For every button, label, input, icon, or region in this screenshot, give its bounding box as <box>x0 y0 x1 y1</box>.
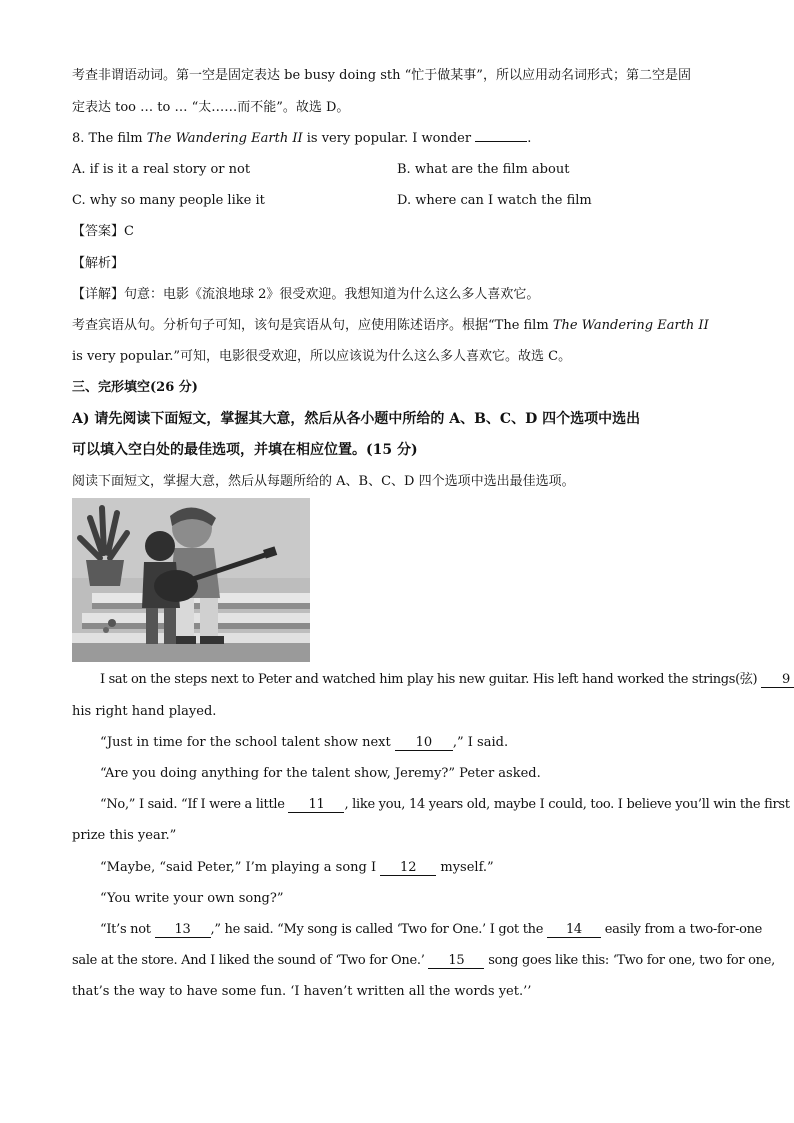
answer-value: C <box>124 224 134 239</box>
q8-mid: is very popular. I wonder <box>302 131 476 146</box>
detail-film-title: The Wandering Earth II <box>552 318 709 333</box>
passage-p4-line1 <box>100 796 790 814</box>
section-3-title: 三、完形填空(26 分) <box>72 380 198 395</box>
detail-meaning: 句意：电影《流浪地球 2》很受欢迎。我想知道为什么这么多人喜欢它。 <box>124 287 540 302</box>
p1-text-a: I sat on the steps next to Peter and watched him play his new guitar. His left hand worked the strings(弦) <box>100 672 761 687</box>
detail-label: 【详解】 <box>72 287 125 302</box>
q8-prefix: 8. The film <box>72 131 147 146</box>
question-8 <box>72 130 724 148</box>
p7-text-a: “It’s not <box>100 922 155 937</box>
boys-guitar-illustration <box>72 498 310 662</box>
blank-13: 13 <box>155 922 211 938</box>
passage-p1-line2: his right hand played. <box>72 704 217 719</box>
detail-line1 <box>72 286 724 304</box>
passage-p2 <box>100 734 752 752</box>
q8-option-d: D. where can I watch the film <box>397 193 592 208</box>
passage-p7-line3: that’s the way to have some fun. ‘I haven’t written all the words yet.’’ <box>72 984 532 999</box>
p4-text-a: “No,” I said. “If I were a little <box>100 797 289 812</box>
part-a-instruction-line1: A) 请先阅读下面短文，掌握其大意，然后从各小题中所给的 A、B、C、D 四个选项中选出 <box>72 411 641 427</box>
prev-explanation-line1: 考查非谓语动词。第一空是固定表达 be busy doing sth “忙于做某事”，所以应用动名词形式；第二空是固 <box>72 68 691 83</box>
p4-text-b: , like you, 14 years old, maybe I could, too. I believe you’ll win the first <box>344 797 790 812</box>
blank-14: 14 <box>547 922 601 938</box>
blank-9: 9 <box>761 672 794 688</box>
passage-p7-line1 <box>100 921 763 939</box>
passage-p7-line2 <box>72 952 775 970</box>
p7-text-e: song goes like this: ‘Two for one, two for one, <box>484 953 775 968</box>
p5-text-a: “Maybe, “said Peter,” I’m playing a song I <box>100 860 381 875</box>
passage-p4-line2: prize this year.” <box>72 828 177 843</box>
detail-line2-text: 考查宾语从句。分析句子可知，该句是宾语从句，应使用陈述语序。根据“The film <box>72 318 553 333</box>
part-a-instruction-line2: 可以填入空白处的最佳选项，并填在相应位置。(15 分) <box>72 442 418 458</box>
passage-p5 <box>100 859 752 877</box>
q8-option-c: C. why so many people like it <box>72 193 265 208</box>
passage-p3: “Are you doing anything for the talent show, Jeremy?” Peter asked. <box>100 766 541 781</box>
p2-text-a: “Just in time for the school talent show next <box>100 735 395 750</box>
q8-blank <box>475 141 527 142</box>
p2-text-b: ,” I said. <box>452 735 509 750</box>
p7-text-d: sale at the store. And I liked the sound of ‘Two for One.’ <box>72 953 429 968</box>
q8-option-a: A. if is it a real story or not <box>72 162 251 177</box>
detail-line2 <box>72 317 724 335</box>
p7-text-c: easily from a two-for-one <box>600 922 763 937</box>
passage-p6: “You write your own song?” <box>100 891 284 906</box>
passage-p1-line1 <box>100 671 790 689</box>
p7-text-b: ,” he said. “My song is called ‘Two for One.’ I got the <box>210 922 547 937</box>
blank-15: 15 <box>428 953 484 969</box>
prev-explanation-line2: 定表达 too … to … “太……而不能”。故选 D。 <box>72 100 350 115</box>
q8-option-b: B. what are the film about <box>397 162 570 177</box>
q8-suffix: . <box>527 131 532 146</box>
reading-instruction: 阅读下面短文，掌握大意，然后从每题所给的 A、B、C、D 四个选项中选出最佳选项。 <box>72 474 575 489</box>
answer-label: 【答案】 <box>72 224 125 239</box>
p5-text-b: myself.” <box>436 860 494 875</box>
blank-11: 11 <box>288 797 344 813</box>
answer-line <box>72 223 724 241</box>
blank-10: 10 <box>395 735 453 751</box>
q8-film-title: The Wandering Earth II <box>146 131 303 146</box>
analysis-label: 【解析】 <box>72 256 125 271</box>
detail-line3: is very popular.”可知，电影很受欢迎，所以应该说为什么这么多人喜欢它。故选 C。 <box>72 349 572 364</box>
blank-12: 12 <box>380 860 436 876</box>
